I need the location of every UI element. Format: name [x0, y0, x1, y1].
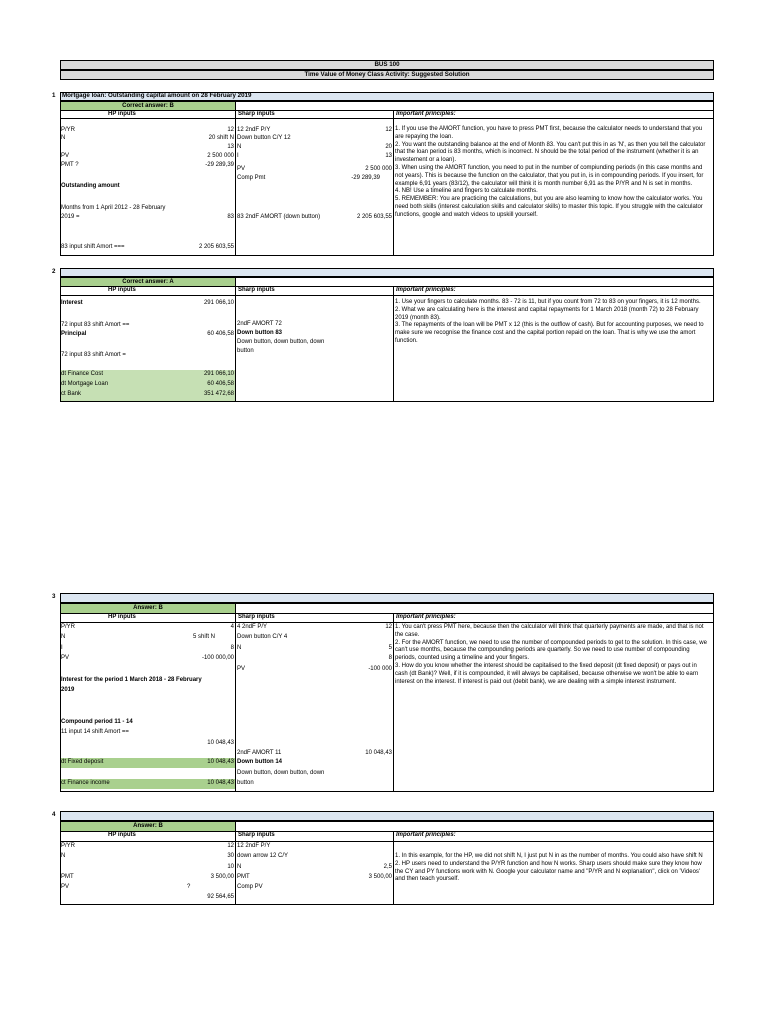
hp-value: 3 500,00 [210, 874, 234, 880]
principles-header: Important principles: [396, 832, 456, 838]
principles-header: Important principles: [396, 287, 456, 293]
hp-value: 10 048,43 [207, 759, 234, 765]
hp-value: 60 406,58 [207, 331, 234, 337]
sharp-value: 2 500 000 [365, 166, 392, 172]
hp-value: 10 [227, 864, 234, 870]
hp-value: 291 066,10 [203, 371, 234, 377]
hp-value: 291 066,10 [203, 300, 234, 306]
sharp-value: -29 289,39 [351, 175, 380, 181]
hp-row: Outstanding amount [61, 183, 120, 189]
sharp-row: N [237, 864, 242, 870]
course-title: BUS 100 [60, 60, 714, 70]
hp-header: HP inputs [108, 287, 136, 293]
sharp-row: 83 2ndF AMORT (down button) [237, 214, 321, 220]
hp-value: 60 406,58 [207, 381, 234, 387]
hp-value: 30 [227, 853, 234, 859]
answer-label: Answer: B [61, 822, 235, 831]
sharp-row: N [237, 144, 242, 150]
hp-row: P/YR [61, 624, 76, 630]
hp-row: PV [61, 884, 70, 890]
hp-row: Interest [61, 300, 83, 306]
hp-value: 13 [227, 144, 234, 150]
sharp-row: Down button, down button, down [237, 339, 325, 345]
hp-row: PV [61, 153, 70, 159]
question-number: 4 [52, 811, 56, 818]
hp-value: -100 000,00 [201, 655, 234, 661]
sharp-header: Sharp inputs [238, 832, 275, 838]
hp-row: 11 input 14 shift Amort == [61, 729, 129, 735]
hp-header: HP inputs [108, 614, 136, 620]
sharp-value: 12 [385, 624, 392, 630]
principles-header: Important principles: [396, 111, 456, 117]
answer-label: Correct answer: A [61, 278, 235, 286]
hp-value: 10 048,43 [207, 740, 234, 746]
hp-row: 72 input 83 shift Amort == [61, 322, 130, 328]
principles-text: 1. If you use the AMORT function, you have to press PMT first, because the calculator needs to understand that you are repaying the loan. 2. You want the outstanding balance at the end of Month 83. You can't put this in as 'N', as then you tell the calculator that the loan period is 83 months, which is incorrect. N should be the total period of the instrument (whether it is an investement or a loan). 3. When using the AMORT function, you need to put in the number of compiunding periods (in this case months and not years). This is because the function on the calculator, that you put in, is in compounding periods. If you insert, for example 6,91 years (83/12), the calculator will think it is month number 6,91 as the P/YR and N is set in months. 4. NB! Use a timeline and fingers to calculate months. 5. REMEMBER: You are practicing the calculations, but you are also learning to know how the calculator works. You need both skills (interest calculation skills and calculator skills) to master this topic. If you struggle with the calculator functions, google and watch videos to upskill yourself. [395, 126, 706, 218]
sharp-header: Sharp inputs [238, 287, 275, 293]
hp-row: Principal [61, 331, 87, 337]
hp-row: N [61, 135, 66, 141]
question-banner [60, 811, 714, 821]
sharp-header: Sharp inputs [238, 614, 275, 620]
sharp-row: down arrow 12 C/Y [237, 853, 289, 859]
sharp-row: PV [237, 666, 246, 672]
hp-row: ct Finance income [61, 780, 110, 786]
hp-value: 2 500 000 [207, 153, 234, 159]
question-banner [60, 268, 714, 277]
hp-row: I [61, 645, 63, 651]
principles-text: 1. In this example, for the HP, we did not shift N, I just put N in as the number of months. You could also have shift N 2. HP users need to understand the P/YR function and how N works. Sharp users should make sure they know how the CY and PY functions work with N. Google your calculator name and "P/YR and N explanation", click on 'Videos' and then teach yourself. [395, 853, 703, 883]
hp-row: Months from 1 April 2012 - 28 February [61, 205, 166, 211]
hp-value: 2 205 603,55 [198, 244, 234, 250]
hp-value: ? [187, 884, 191, 890]
sharp-row: Down button C/Y 4 [237, 634, 288, 640]
sharp-row: 2ndF AMORT 72 [237, 321, 282, 327]
hp-value: 92 564,65 [207, 894, 234, 900]
sharp-row: 12 2ndF P/Y [237, 843, 271, 849]
sharp-row: PMT [237, 874, 250, 880]
sharp-row: Down button C/Y 12 [237, 135, 291, 141]
sharp-row: I [237, 153, 239, 159]
sharp-row: 4 2ndF P/Y [237, 624, 268, 630]
hp-header: HP inputs [108, 832, 136, 838]
hp-value: 20 shift N [208, 135, 234, 141]
question-number: 1 [52, 92, 56, 99]
page-title: Time Value of Money Class Activity: Suggested Solution [60, 70, 714, 80]
hp-row: P/YR [61, 843, 76, 849]
principles-text: 1. You can't press PMT here, because then the calculator will think that quarterly payments are made, and that is not the case. 2. For the AMORT function, we need to use the number of compounded periods to get to the solution. In this case, we can't use months, because the compounding periods are quarterly. So we need to use number of compounding periods, counted using a timeline and your fingers. 3. How do you know whether the interest should be capitalised to the fixed deposit (dt fixed deposit) or pays out in cash (dt Bank)? Well, if it is compounded, it will always be capitalised, because otherwise we won't be able to earn interest on the interest. If interest is paid out (debit bank), we are dealing with a simple interest instrument. [395, 624, 707, 685]
sharp-value: 8 [388, 655, 392, 661]
sharp-row: Down button 14 [237, 759, 282, 765]
sharp-header: Sharp inputs [238, 111, 275, 117]
hp-row: N [61, 853, 66, 859]
sharp-value: 2 205 603,55 [356, 214, 392, 220]
answer-label: Correct answer: B [61, 102, 235, 110]
hp-row: PMT ? [61, 162, 79, 168]
hp-row: Compound period 11 - 14 [61, 719, 133, 725]
hp-row: PMT [61, 874, 74, 880]
sharp-row: Comp Pmt [237, 175, 266, 181]
sharp-row: 2ndF AMORT 11 [237, 750, 282, 756]
principles-text: 1. Use your fingers to calculate months. 83 - 72 is 11, but if you count from 72 to 83 on your fingers, it is 12 months. 2. What we are calculating here is the interest and capital repayments for 1 March 2018 (month 72) to 28 February 2019 (month 83). 3. The repayments of the loan will be PMT x 12 (this is the outflow of cash). But for accounting purposes, we need to make sure we recognise the finance cost and the capital portion repaid on the loan. That is why we use the amort function. [395, 299, 704, 344]
sharp-row: 12 2ndF P/Y [237, 127, 271, 133]
sharp-row: Down button 83 [237, 330, 282, 336]
sharp-value: -100 000 [368, 666, 392, 672]
question-title: Mortgage loan: Outstanding capital amount on 28 February 2019 [62, 92, 252, 99]
hp-row: 2019 [61, 687, 75, 693]
hp-value: 5 shift N [192, 634, 215, 640]
sharp-row: button [237, 348, 254, 354]
hp-row: PV [61, 655, 70, 661]
sharp-value: 2,5 [383, 864, 392, 870]
sharp-value: 10 048,43 [365, 750, 392, 756]
hp-row: 2019 = [61, 214, 80, 220]
hp-row: 83 input shift Amort === [61, 244, 125, 250]
sharp-value: 12 [385, 127, 392, 133]
hp-value: -29 289,39 [205, 162, 234, 168]
sharp-value: 13 [385, 153, 392, 159]
sharp-row: Comp PV [237, 884, 263, 890]
hp-row: ct Bank [61, 391, 82, 397]
hp-row: dt Mortgage Loan [61, 381, 109, 387]
sharp-row: PV [237, 166, 246, 172]
sharp-row: button [237, 780, 254, 786]
hp-value: 8 [230, 645, 234, 651]
hp-value: 4 [230, 624, 234, 630]
hp-value: 351 472,68 [203, 391, 234, 397]
sharp-row: N [237, 645, 242, 651]
sharp-value: 5 [388, 645, 392, 651]
hp-value: 10 048,43 [207, 780, 234, 786]
hp-row: Interest for the period 1 March 2018 - 28 February [61, 677, 202, 683]
hp-header: HP inputs [108, 111, 136, 117]
principles-header: Important principles: [396, 614, 456, 620]
sharp-row: Down button, down button, down [237, 770, 325, 776]
question-number: 3 [52, 593, 56, 600]
question-number: 2 [52, 268, 56, 275]
hp-value: 12 [227, 843, 234, 849]
hp-row: dt Finance Cost [61, 371, 104, 377]
hp-row: P/YR [61, 127, 76, 133]
hp-row: N [61, 634, 66, 640]
question-banner [60, 593, 714, 603]
hp-row: dt Fixed deposit [61, 759, 104, 765]
answer-label: Answer: B [61, 604, 235, 613]
hp-value: 12 [227, 127, 234, 133]
hp-row: 72 input 83 shift Amort = [61, 352, 126, 358]
sharp-value: 3 500,00 [368, 874, 392, 880]
sharp-value: 20 [385, 144, 392, 150]
hp-value: 83 [227, 214, 234, 220]
